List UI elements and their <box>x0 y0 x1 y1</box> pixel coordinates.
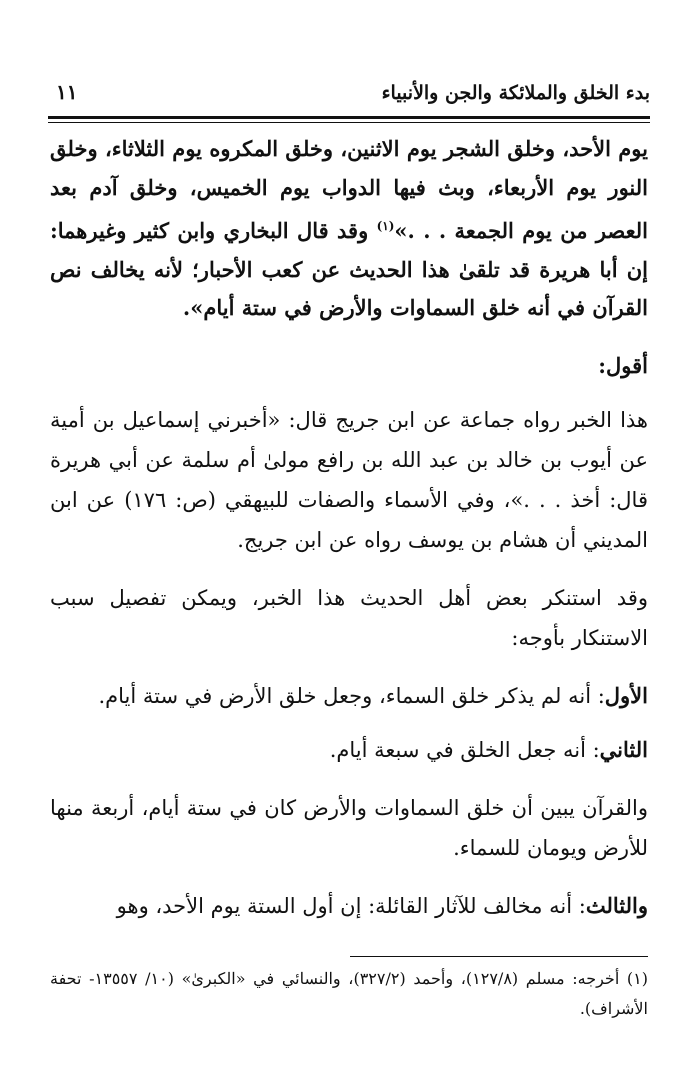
point-3-text: : أنه مخالف للآثار القائلة: إن أول الستة يوم الأحد، وهو <box>116 893 586 918</box>
page-body <box>50 130 648 944</box>
paragraph-3: والقرآن يبين أن خلق السماوات والأرض كان في ستة أيام، أربعة منها للأرض ويومان للسماء. <box>50 795 648 860</box>
header-rule-thick <box>48 116 650 119</box>
point-1-text: : أنه لم يذكر خلق السماء، وجعل خلق الأرض في ستة أيام. <box>98 683 605 708</box>
header-rule-thin <box>48 122 650 123</box>
paragraph-2: وقد استنكر بعض أهل الحديث هذا الخبر، ويمكن تفصيل سبب الاستنكار بأوجه: <box>50 585 648 650</box>
paragraph-1: هذا الخبر رواه جماعة عن ابن جريج قال: «أخبرني إسماعيل بن أمية عن أيوب بن خالد بن عبد الله بن رافع مولىٰ أم سلمة عن أبي هريرة قال: أخذ . . .»، وفي الأسماء والصفات للبيهقي (ص: ١٧٦) عن ابن المديني أن هشام بن يوسف رواه عن ابن جريج. <box>50 407 648 552</box>
point-2 <box>50 730 648 770</box>
point-2-text: : أنه جعل الخلق في سبعة أيام. <box>329 737 600 762</box>
point-3 <box>50 886 648 926</box>
point-3-label: والثالث <box>585 892 648 918</box>
point-1 <box>50 676 648 716</box>
point-1-label: الأول <box>604 682 648 708</box>
running-title: بدء الخلق والملائكة والجن والأنبياء <box>381 82 650 104</box>
footnote-marker: (١) <box>376 219 395 233</box>
aqulu-heading: أقول: <box>598 352 648 378</box>
footnote-separator <box>350 956 648 957</box>
page-number: ١١ <box>56 80 78 104</box>
quote-text-1: يوم الأحد، وخلق الشجر يوم الاثنين، وخلق المكروه يوم الثلاثاء، وخلق النور يوم الأربعاء، وبث فيها الدواب يوم الخميس، وخلق آدم بعد العصر من يوم الجمعة . . .» <box>50 136 648 243</box>
footnote: (١) أخرجه: مسلم (١٢٧/٨)، وأحمد (٣٢٧/٢)، والنسائي في «الكبرىٰ» (١٠/ ١٣٥٥٧- تحفة الأشراف). <box>50 969 649 1018</box>
page-header <box>48 76 650 116</box>
quote-text-2: وقد قال البخاري وابن كثير وغيرهما: إن أبا هريرة قد تلقىٰ هذا الحديث عن كعب الأحبار؛ لأنه يخالف نص القرآن في أنه خلق السماوات والأرض في ستة أيام». <box>50 218 648 320</box>
point-2-label: الثاني <box>599 736 648 762</box>
quoted-passage <box>50 130 648 328</box>
